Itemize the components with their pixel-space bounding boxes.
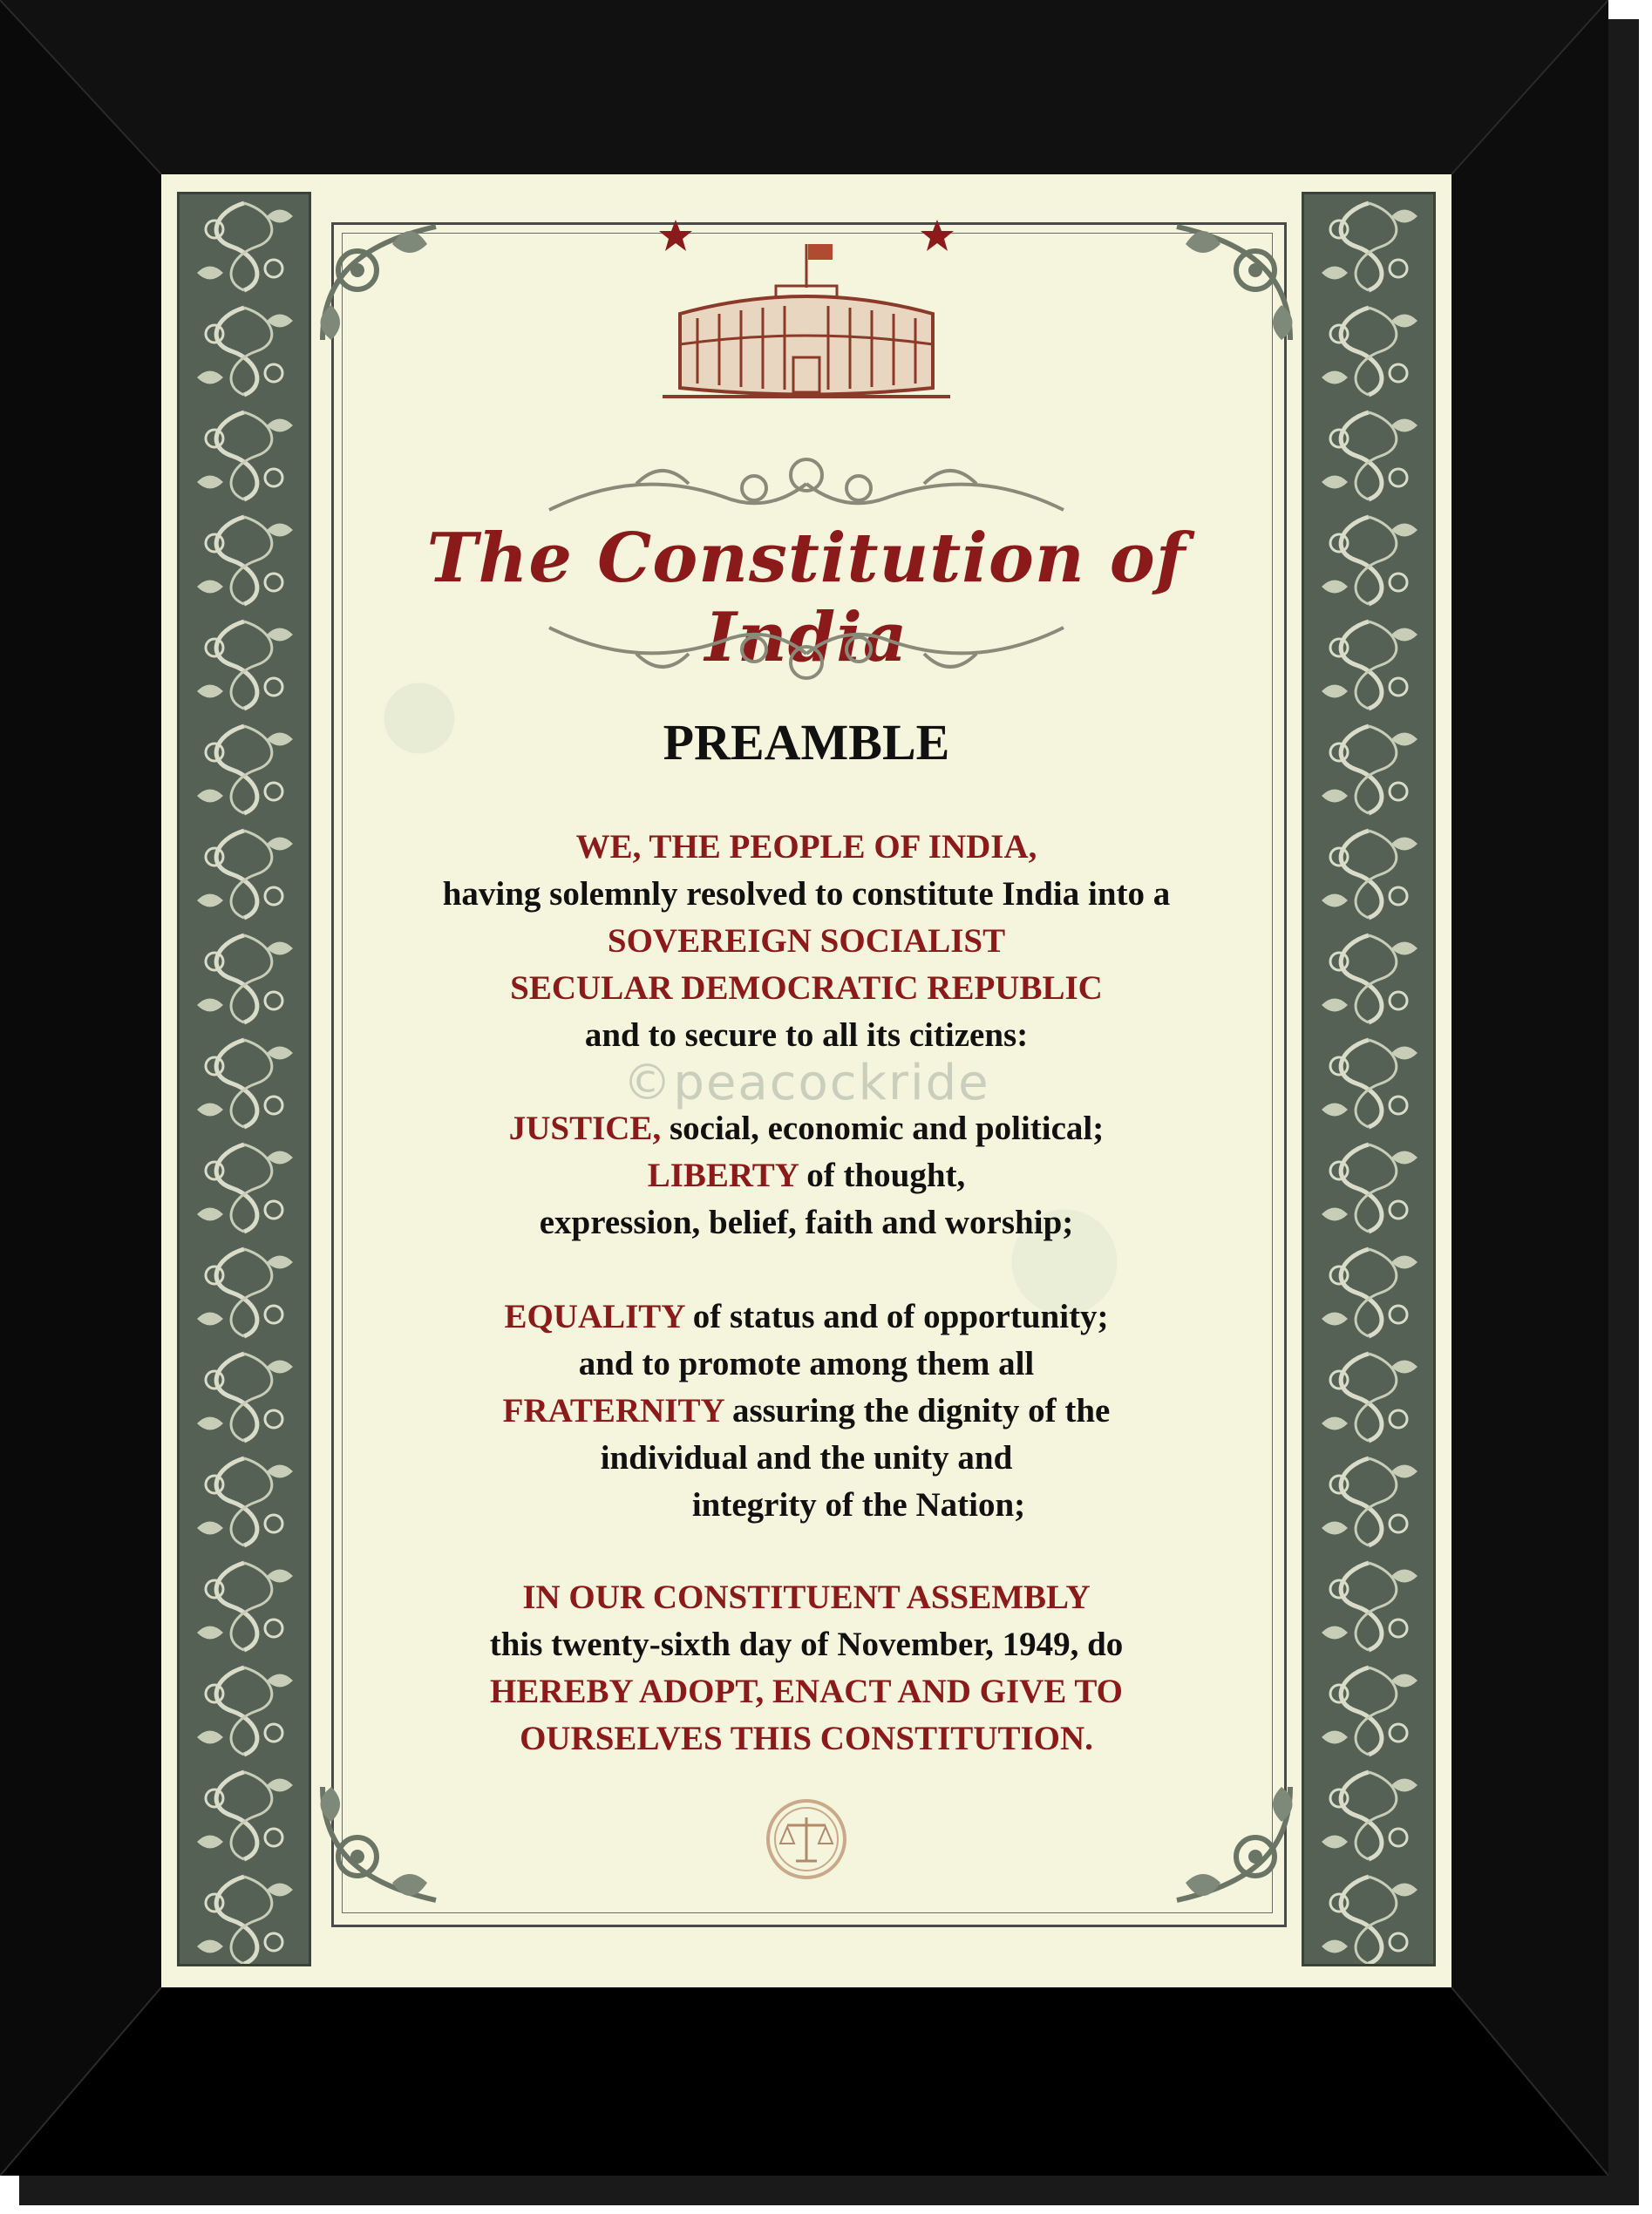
paragraph-2 [331, 1105, 1281, 1246]
right-floral-band [1302, 192, 1436, 1966]
text-line: integrity of the Nation; [691, 1486, 1026, 1524]
keyword-justice: JUSTICE, [508, 1110, 662, 1147]
text-line: OURSELVES THIS CONSTITUTION. [520, 1720, 1093, 1757]
text-span: social, economic and political; [661, 1110, 1105, 1147]
text-line: expression, belief, faith and worship; [539, 1204, 1074, 1241]
text-line: having solemnly resolved to constitute India into a [442, 875, 1171, 913]
fraternity-line [331, 1388, 1281, 1435]
text-span: of status and of opportunity; [684, 1298, 1109, 1335]
keyword-equality: EQUALITY [504, 1298, 685, 1335]
keyword-liberty: LIBERTY [647, 1157, 799, 1194]
keyword-fraternity: FRATERNITY [502, 1392, 724, 1430]
parliament-building-icon [645, 235, 968, 410]
floral-pattern-left [180, 194, 309, 1964]
floral-pattern-right [1304, 194, 1433, 1964]
text-line: SOVEREIGN SOCIALIST [607, 922, 1006, 960]
text-line: IN OUR CONSTITUENT ASSEMBLY [522, 1579, 1091, 1616]
text-line: and to secure to all its citizens: [584, 1016, 1029, 1054]
justice-line [331, 1105, 1281, 1152]
text-line: HEREBY ADOPT, ENACT AND GIVE TO [490, 1673, 1123, 1710]
floral-corner-icon [1159, 209, 1308, 357]
paragraph-3 [331, 1294, 1281, 1529]
left-floral-band [177, 192, 311, 1966]
watermark: ©peacockride [622, 1055, 990, 1111]
preamble-heading: PREAMBLE [663, 714, 950, 771]
floral-corner-icon [305, 209, 453, 357]
floral-corner-icon [305, 1769, 453, 1918]
text-line: WE, THE PEOPLE OF INDIA, [575, 828, 1037, 866]
liberty-line [331, 1152, 1281, 1199]
certificate-paper [161, 174, 1451, 1987]
document-title: The Constitution of India [426, 519, 1186, 677]
scroll-flourish-icon [532, 615, 1081, 689]
scales-of-justice-icon [763, 1796, 850, 1883]
floral-corner-icon [1159, 1769, 1308, 1918]
text-line: SECULAR DEMOCRATIC REPUBLIC [510, 969, 1103, 1007]
scroll-flourish-icon [532, 449, 1081, 523]
paragraph-1 [331, 824, 1281, 1059]
text-span: of thought, [798, 1157, 966, 1194]
text-line: individual and the unity and [600, 1439, 1013, 1477]
text-span: assuring the dignity of the [724, 1392, 1111, 1430]
text-line: and to promote among them all [578, 1345, 1035, 1382]
equality-line [331, 1294, 1281, 1341]
text-line: this twenty-sixth day of November, 1949, do [489, 1626, 1124, 1663]
paragraph-4 [331, 1574, 1281, 1762]
